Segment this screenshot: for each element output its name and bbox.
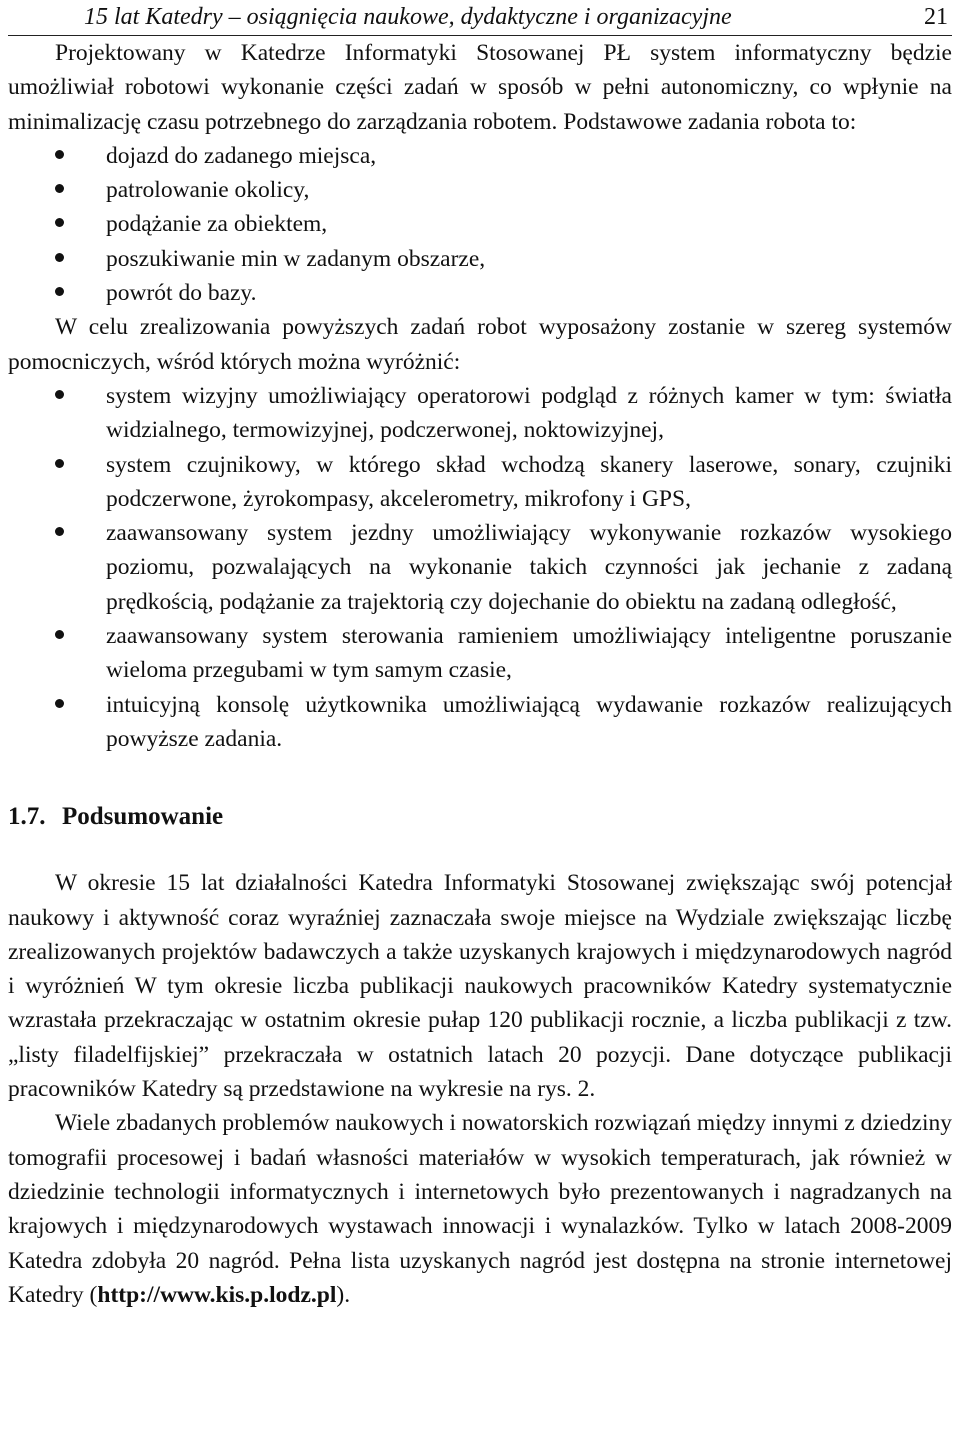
list-item-text: patrolowanie okolicy, [106, 177, 310, 204]
bullet-icon [55, 287, 64, 296]
list-item-text: zaawansowany system jezdny umożliwiający wykonywanie rozkazów wysokiego poziomu, pozwalających na wykonanie takich czynności jak jechanie z zadaną prędkością, podążanie za trajektorią czy dojechanie do obiektu na zadaną odległość, [106, 520, 952, 615]
list-item-text: system czujnikowy, w którego skład wchodzą skanery laserowe, sonary, czujniki podczerwone, żyrokompasy, akcelerometry, mikrofony i GPS, [106, 451, 952, 512]
summary-paragraph-2-text: Wiele zbadanych problemów naukowych i nowatorskich rozwiązań między innymi z dziedziny tomografii procesowej i badań własności materiałów w wysokich temperaturach, jak również w dziedzinie technologii informatycznych i internetowych było prezentowanych i nagradzanych na krajowych i międzynarodowych wystawach innowacji i wynalazków. Tylko w latach 2008-2009 Katedra zdobyła 20 nagród. Pełna lista uzyskanych nagród jest dostępna na stronie internetowej Katedry ( [8, 1110, 952, 1308]
list-item [8, 242, 952, 276]
bullet-icon [55, 218, 64, 227]
list-item-text: poszukiwanie min w zadanym obszarze, [106, 245, 486, 272]
section-title: Podsumowanie [62, 803, 224, 831]
summary-paragraph-1: W okresie 15 lat działalności Katedra Informatyki Stosowanej zwiększając swój potencjał naukowy i aktywność coraz wyraźniej zaznaczała swoje miejsce na Wydziale zwiększając liczbę zrealizowanych projektów badawczych a także uzyskanych krajowych i międzynarodowych nagród i wyróżnień W tym okresie liczba publikacji naukowych pracowników Katedry systematycznie wzrastała przekraczając w ostatnim okresie pułap 120 publikacji rocznie, a liczba publikacji z tzw. „listy filadelfijskiej” przekraczała w ostatnich latach 20 pozycji. Dane dotyczące publikacji pracowników Katedry są przedstawione na wykresie na rys. 2. [8, 870, 952, 1103]
summary-paragraph-2 [8, 1106, 952, 1312]
list-item-text: podążanie za obiektem, [106, 211, 328, 238]
bullet-icon [55, 527, 64, 536]
section-number: 1.7. [8, 803, 46, 831]
list-item [8, 619, 952, 688]
list-item [8, 448, 952, 517]
bullet-icon [55, 699, 64, 708]
page-number: 21 [924, 4, 948, 30]
list-item-text: dojazd do zadanego miejsca, [106, 142, 377, 169]
list-item [8, 139, 952, 173]
list-item-text: intuicyjną konsolę użytkownika umożliwiającą wydawanie rozkazów realizujących powyższe zadania. [106, 691, 952, 752]
bullet-icon [55, 253, 64, 262]
systems-intro-paragraph: W celu zrealizowania powyższych zadań robot wyposażony zostanie w szereg systemów pomocniczych, wśród których można wyróżnić: [8, 314, 952, 375]
summary-paragraph-2-closing: ). [336, 1281, 351, 1308]
bullet-icon [55, 630, 64, 639]
tasks-list [8, 139, 952, 310]
list-item [8, 173, 952, 207]
list-item-text: zaawansowany system sterowania ramieniem umożliwiający inteligentne poruszanie wieloma przegubami w tym samym czasie, [106, 623, 952, 684]
bullet-icon [55, 459, 64, 468]
bullet-icon [55, 184, 64, 193]
list-item [8, 516, 952, 619]
list-item [8, 688, 952, 757]
document-page [8, 0, 952, 1312]
bullet-icon [55, 150, 64, 159]
intro-paragraph: Projektowany w Katedrze Informatyki Stosowanej PŁ system informatyczny będzie umożliwiał robotowi wykonanie części zadań w sposób w pełni autonomiczny, co wpłynie na minimalizację czasu potrzebnego do zarządzania robotem. Podstawowe zadania robota to: [8, 40, 952, 135]
list-item [8, 207, 952, 241]
list-item [8, 276, 952, 310]
department-website-link[interactable]: http://www.kis.p.lodz.pl [97, 1281, 337, 1308]
bullet-icon [55, 390, 64, 399]
list-item [8, 379, 952, 448]
running-header-title: 15 lat Katedry – osiągnięcia naukowe, dydaktyczne i organizacyjne [84, 4, 732, 30]
running-header [8, 0, 952, 36]
list-item-text: powrót do bazy. [106, 280, 257, 307]
list-item-text: system wizyjny umożliwiający operatorowi podgląd z różnych kamer w tym: światła widzialnego, termowizyjnej, podczerwonej, noktowizyjnej, [106, 382, 952, 444]
section-heading [8, 800, 952, 834]
systems-list [8, 379, 952, 756]
